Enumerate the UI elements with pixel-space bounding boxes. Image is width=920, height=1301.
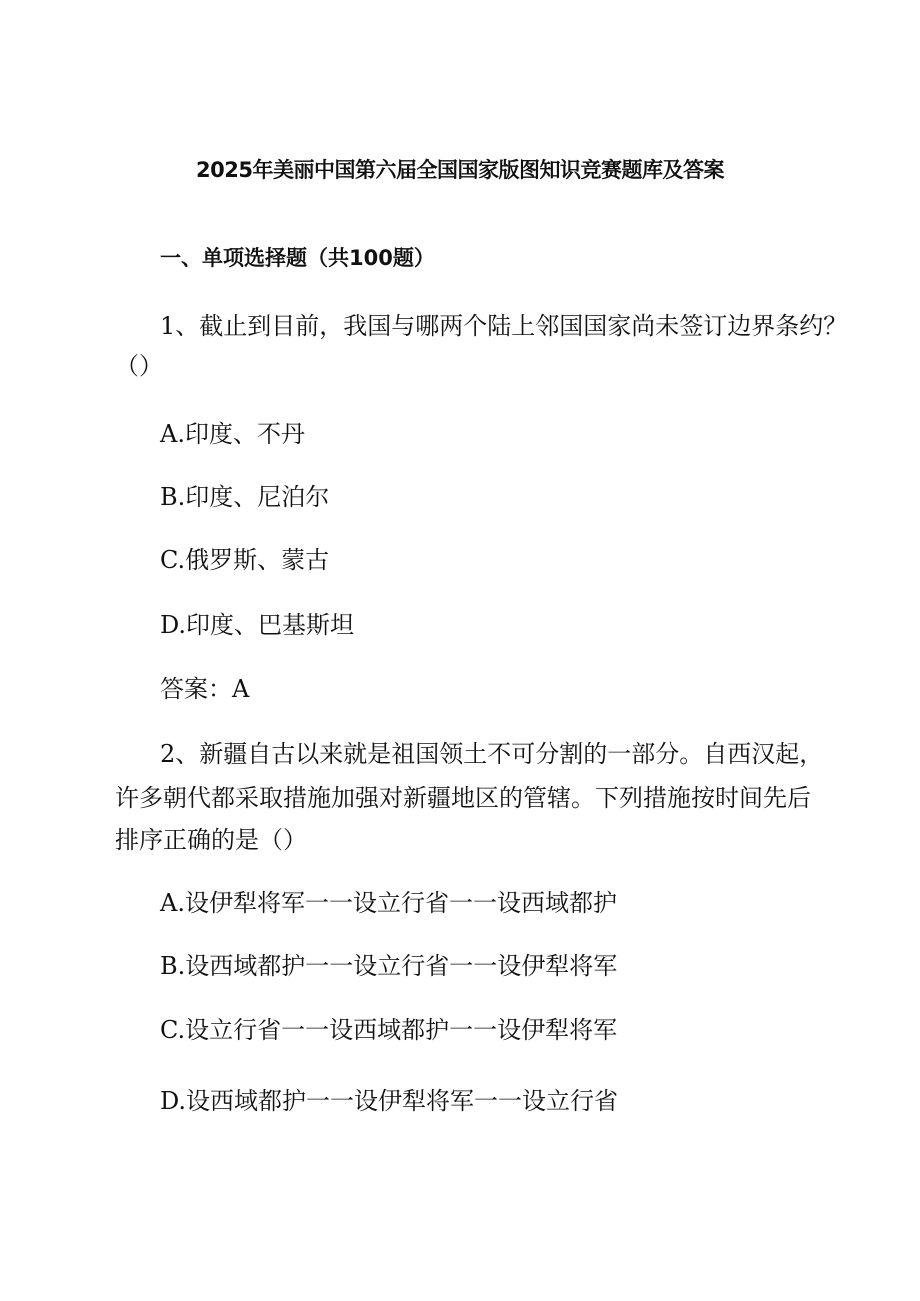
question-1-stem-line-1: 1、截止到目前，我国与哪两个陆上邻国国家尚未签订边界条约？ [160, 312, 848, 340]
question-2-option-c: C.设立行省一一设西域都护一一设伊犁将军 [160, 1016, 618, 1044]
question-1-answer: 答案：A [160, 675, 250, 703]
question-2-option-d: D.设西域都护一一设伊犁将军一一设立行省 [160, 1087, 619, 1115]
question-1-stem-line-2: （） [115, 352, 163, 380]
question-1-option-c: C.俄罗斯、蒙古 [160, 546, 330, 574]
question-1-option-a: A.印度、不丹 [160, 420, 305, 448]
question-2-stem-line-3: 排序正确的是（） [115, 826, 307, 854]
question-1-option-b: B.印度、尼泊尔 [160, 483, 330, 511]
question-1-option-d: D.印度、巴基斯坦 [160, 611, 355, 639]
question-2-option-b: B.设西域都护一一设立行省一一设伊犁将军 [160, 952, 618, 980]
section-heading: 一、单项选择题（共100题） [160, 246, 435, 270]
question-2-stem-line-1: 2、新疆自古以来就是祖国领土不可分割的一部分。自西汉起， [160, 740, 824, 768]
document-title: 2025年美丽中国第六届全国国家版图知识竞赛题库及答案 [196, 158, 724, 182]
question-2-stem-line-2: 许多朝代都采取措施加强对新疆地区的管辖。下列措施按时间先后 [115, 784, 811, 812]
question-2-option-a: A.设伊犁将军一一设立行省一一设西域都护 [160, 889, 617, 917]
